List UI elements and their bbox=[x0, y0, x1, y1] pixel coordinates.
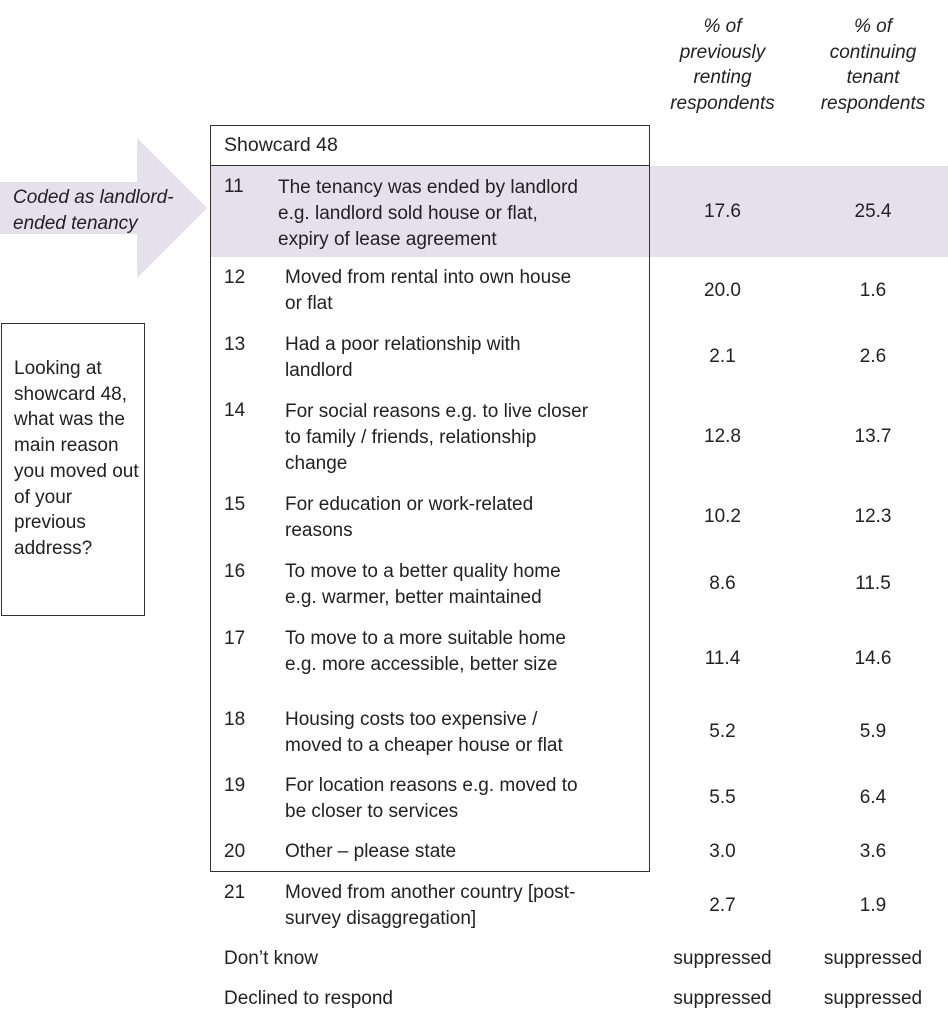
declined-previous: suppressed bbox=[673, 988, 772, 1009]
row-reason: For social reasons e.g. to live closer to family / friends, relationship change bbox=[285, 401, 589, 474]
declined-continuing: suppressed bbox=[823, 988, 923, 1009]
row-reason: For location reasons e.g. moved to be closer to services bbox=[285, 775, 578, 822]
row-value-previous: 10.2 bbox=[704, 506, 741, 527]
row-number: 21 bbox=[224, 882, 246, 903]
row-reason: Had a poor relationship with landlord bbox=[285, 334, 521, 381]
row-reason: Other – please state bbox=[285, 841, 457, 862]
row-reason: The tenancy was ended by landlord e.g. landlord sold house or flat, expiry of lease agreement bbox=[278, 177, 578, 250]
row-value-previous: 2.1 bbox=[709, 346, 736, 367]
column-header-continuing-tenant: % of continuing tenant respondents bbox=[820, 16, 926, 114]
question-text: Looking at showcard 48, what was the main reason you moved out of your previous address? bbox=[14, 358, 139, 559]
row-value-continuing: 13.7 bbox=[854, 426, 892, 447]
dont-know-label: Don’t know bbox=[224, 948, 318, 969]
row-value-previous: 5.5 bbox=[709, 787, 736, 808]
row-reason: To move to a more suitable home e.g. more accessible, better size bbox=[285, 628, 566, 675]
row-value-continuing: 14.6 bbox=[854, 648, 892, 669]
row-value-continuing: 1.9 bbox=[859, 895, 887, 916]
row-number: 11 bbox=[224, 176, 244, 197]
row-reason: To move to a better quality home e.g. warmer, better maintained bbox=[285, 561, 561, 608]
row-value-previous: 3.0 bbox=[709, 841, 736, 862]
row-value-continuing: 6.4 bbox=[859, 787, 887, 808]
row-reason: For education or work-related reasons bbox=[285, 494, 534, 541]
row-number: 14 bbox=[224, 400, 246, 421]
showcard-divider bbox=[210, 165, 650, 166]
row-reason: Housing costs too expensive / moved to a cheaper house or flat bbox=[285, 709, 563, 756]
column-header-previously-renting: % of previously renting respondents bbox=[670, 16, 775, 114]
row-number: 15 bbox=[224, 494, 246, 515]
row-number: 16 bbox=[224, 561, 246, 582]
row-value-continuing: 3.6 bbox=[859, 841, 887, 862]
row-number: 13 bbox=[224, 334, 246, 355]
declined-label: Declined to respond bbox=[224, 988, 393, 1009]
dont-know-previous: suppressed bbox=[673, 948, 772, 969]
row-value-previous: 8.6 bbox=[709, 573, 736, 594]
showcard-title: Showcard 48 bbox=[224, 134, 338, 156]
row-value-previous: 12.8 bbox=[704, 426, 741, 447]
dont-know-continuing: suppressed bbox=[823, 948, 923, 969]
row-number: 18 bbox=[224, 709, 246, 730]
row-value-continuing: 11.5 bbox=[855, 573, 891, 594]
row-value-previous: 11.4 bbox=[704, 648, 741, 669]
row-value-previous: 20.0 bbox=[704, 280, 741, 301]
row-value-continuing: 25.4 bbox=[854, 201, 892, 222]
row-value-continuing: 12.3 bbox=[854, 506, 892, 527]
row-number: 12 bbox=[224, 267, 246, 288]
row-number: 17 bbox=[224, 628, 246, 649]
arrow-label: Coded as landlord- ended tenancy bbox=[13, 187, 174, 234]
row-value-continuing: 1.6 bbox=[859, 280, 887, 301]
row-reason: Moved from rental into own house or flat bbox=[285, 267, 572, 314]
question-box bbox=[1, 323, 145, 616]
row-number: 20 bbox=[224, 841, 246, 862]
row-value-continuing: 2.6 bbox=[859, 346, 887, 367]
row-value-previous: 17.6 bbox=[704, 201, 741, 222]
row-value-continuing: 5.9 bbox=[859, 721, 887, 742]
row-number: 19 bbox=[224, 775, 246, 796]
row-value-previous: 2.7 bbox=[709, 895, 736, 916]
row-value-previous: 5.2 bbox=[709, 721, 736, 742]
row-reason: Moved from another country [post- survey disaggregation] bbox=[285, 882, 576, 929]
